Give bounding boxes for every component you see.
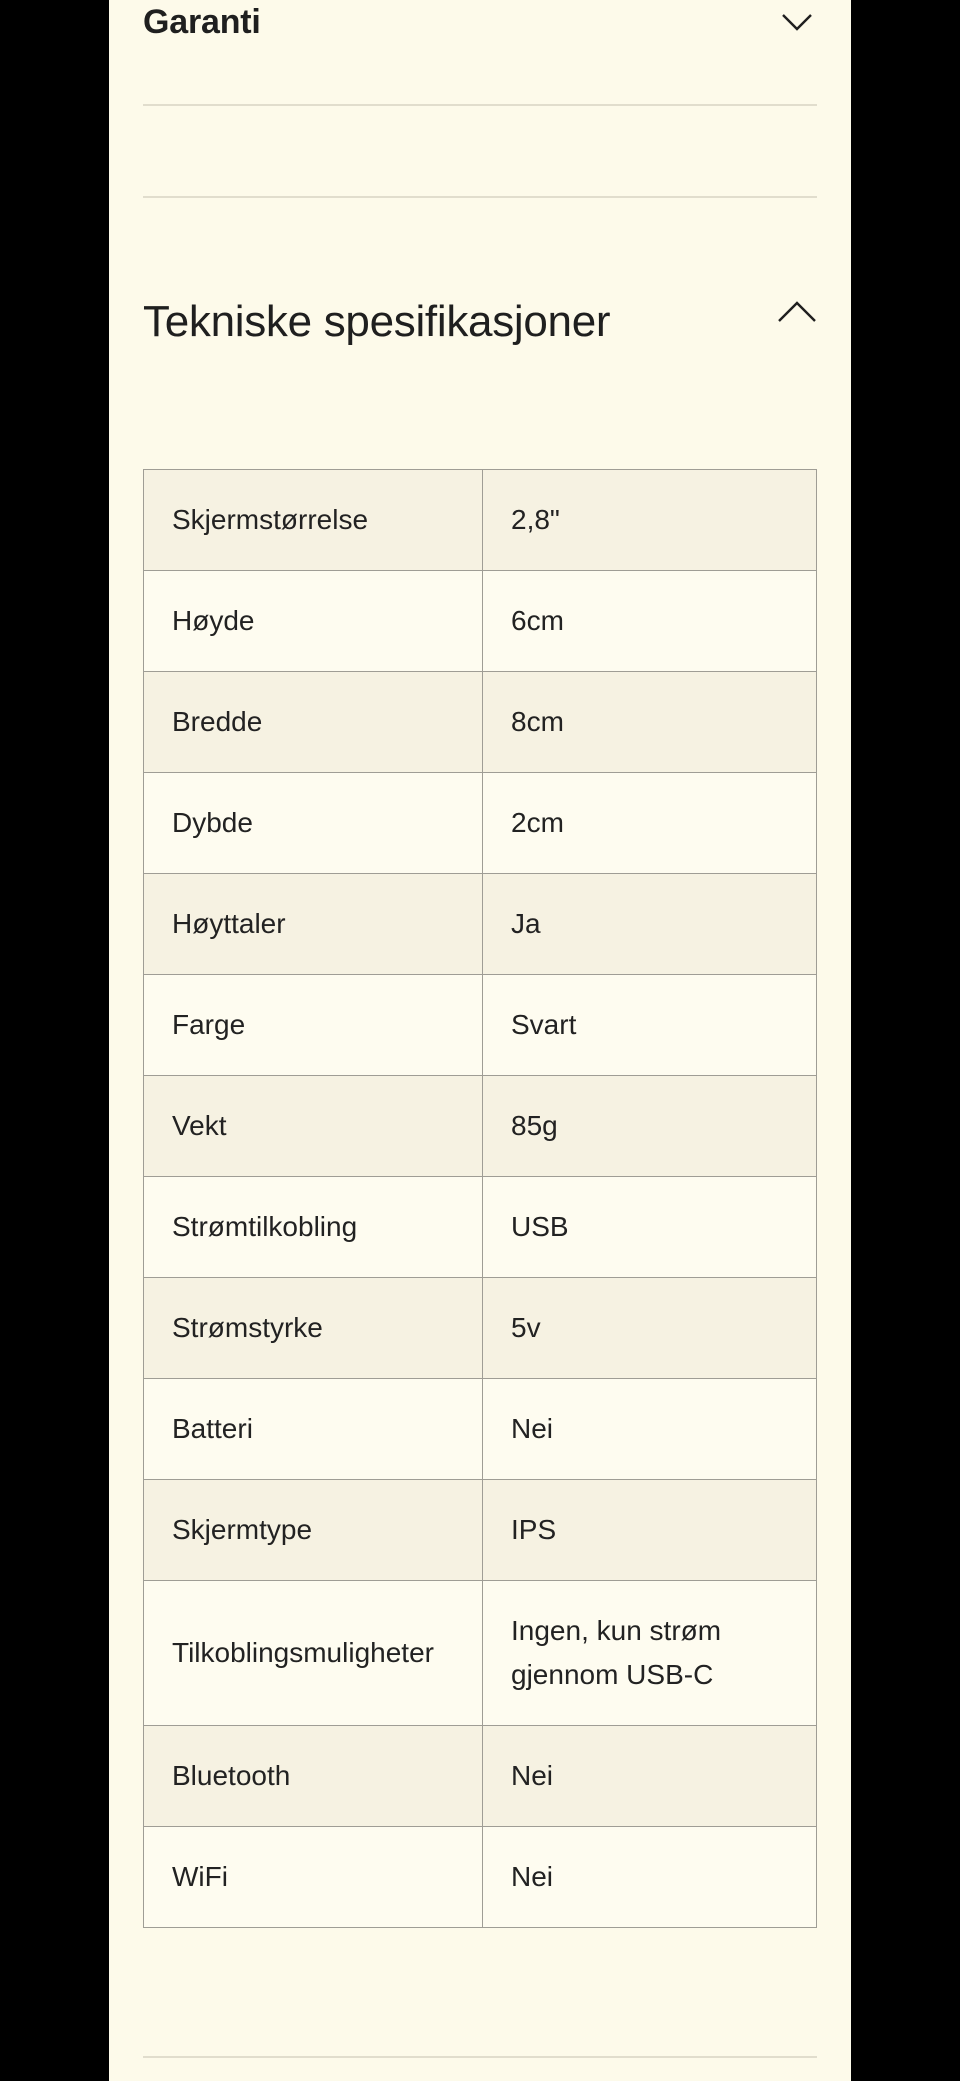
table-row (144, 1379, 817, 1480)
accordion-specs-header[interactable] (143, 290, 817, 354)
spec-value: Svart (483, 975, 817, 1076)
spec-value: Nei (483, 1827, 817, 1928)
spec-label: Farge (144, 975, 483, 1076)
spec-label: Strømstyrke (144, 1278, 483, 1379)
chevron-down-icon[interactable] (777, 2, 817, 42)
table-row (144, 975, 817, 1076)
spec-label: Strømtilkobling (144, 1177, 483, 1278)
spec-value: Nei (483, 1379, 817, 1480)
spec-label: Skjermstørrelse (144, 470, 483, 571)
accordion-garanti-title: Garanti (143, 2, 261, 41)
spec-label: Batteri (144, 1379, 483, 1480)
table-row (144, 1278, 817, 1379)
table-row (144, 672, 817, 773)
table-row (144, 1076, 817, 1177)
table-row (144, 1581, 817, 1726)
spec-value: 2,8" (483, 470, 817, 571)
spec-table (143, 469, 817, 1928)
divider (143, 196, 817, 198)
spec-label: WiFi (144, 1827, 483, 1928)
table-row (144, 571, 817, 672)
accordion-garanti-header[interactable] (143, 0, 817, 50)
accordion-specs-title: Tekniske spesifikasjoner (143, 297, 611, 346)
table-row (144, 1726, 817, 1827)
spec-label: Tilkoblingsmuligheter (144, 1581, 483, 1726)
spec-label: Skjermtype (144, 1480, 483, 1581)
spec-label: Bluetooth (144, 1726, 483, 1827)
table-row (144, 1177, 817, 1278)
table-row (144, 773, 817, 874)
spec-value: 5v (483, 1278, 817, 1379)
spec-label: Bredde (144, 672, 483, 773)
spec-value: Ingen, kun strøm gjennom USB-C (483, 1581, 817, 1726)
table-row (144, 1827, 817, 1928)
spec-value: USB (483, 1177, 817, 1278)
spec-value: Ja (483, 874, 817, 975)
spec-label: Høyde (144, 571, 483, 672)
spec-label: Høyttaler (144, 874, 483, 975)
table-row (144, 470, 817, 571)
divider (143, 2056, 817, 2058)
spec-label: Dybde (144, 773, 483, 874)
divider (143, 104, 817, 106)
spec-value: 85g (483, 1076, 817, 1177)
table-row (144, 1480, 817, 1581)
spec-value: 6cm (483, 571, 817, 672)
spec-value: IPS (483, 1480, 817, 1581)
spec-value: 2cm (483, 773, 817, 874)
chevron-up-icon[interactable] (777, 291, 817, 331)
product-page (109, 0, 851, 2081)
table-row (144, 874, 817, 975)
spec-value: 8cm (483, 672, 817, 773)
spec-label: Vekt (144, 1076, 483, 1177)
spec-value: Nei (483, 1726, 817, 1827)
